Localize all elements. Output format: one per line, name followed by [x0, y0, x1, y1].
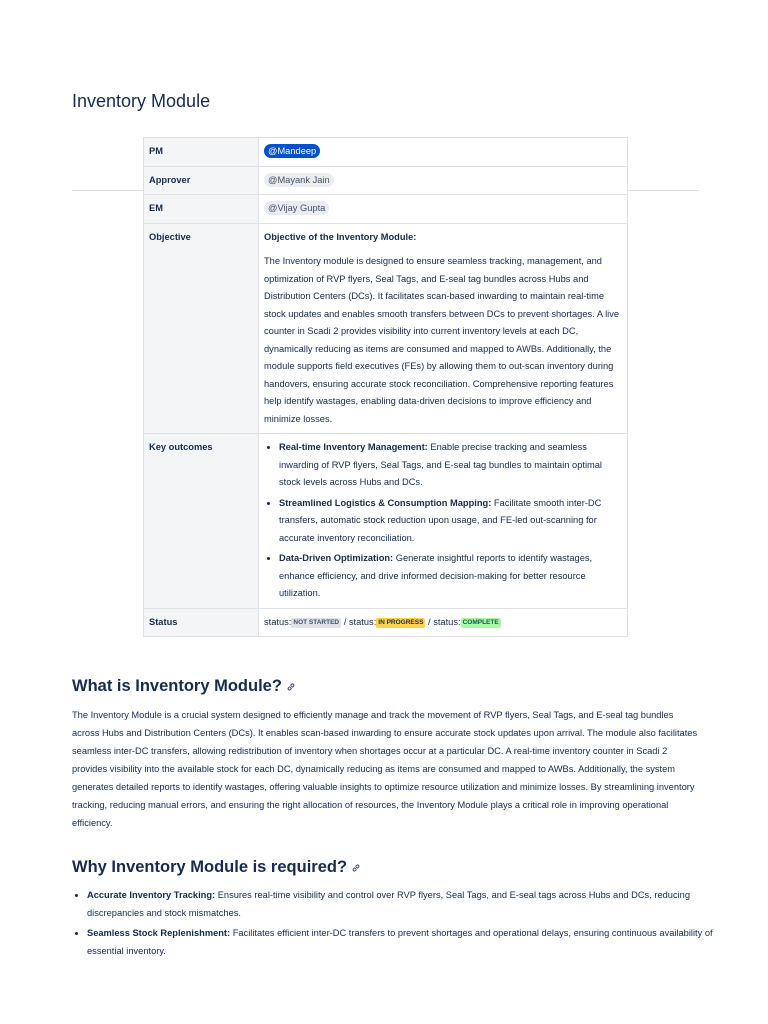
- status-badge-in-progress: IN PROGRESS: [378, 618, 424, 626]
- table-row: Status status: NOT STARTED / status: IN PROGRESS / status: COMPLETE: [144, 608, 628, 637]
- list-item: • Real-time Inventory Management: Enable precise tracking and seamless inwarding of RVP flyers, Seal Tags, and E-seal tag bundles to maintain optimal stock levels across Hubs and DCs.: [279, 439, 622, 492]
- list-item: • Data-Driven Optimization: Generate insightful reports to identify wastages, enhance efficiency, and drive informed decision-making for better resource utilization.: [279, 550, 622, 603]
- why-section-list: [72, 886, 714, 962]
- link-icon[interactable]: [351, 863, 361, 873]
- list-item: • Streamlined Logistics & Consumption Mapping: Facilitate smooth inter-DC transfers, automatic stock reduction upon usage, and FE-led out-scanning for accurate inventory reconciliation.: [279, 495, 622, 548]
- table-row: [144, 138, 628, 167]
- em-label: EM: [144, 195, 259, 224]
- page-title: Inventory Module: [72, 91, 211, 111]
- objective-heading: Objective of the Inventory Module:: [264, 231, 417, 242]
- approver-label: Approver: [144, 166, 259, 195]
- status-label: Status: [144, 608, 259, 637]
- what-section-heading: What is Inventory Module?: [72, 675, 296, 697]
- what-section-body: The Inventory Module is a crucial system designed to efficiently manage and track the movement of RVP flyers, Seal Tags, and E-seal tag bundles across Hubs and Distribution Centers (DCs). It enables scan-based inwarding to ensure accurate stock updates upon arrival. The module also facilitates seamless inter-DC transfers, allowing redistribution of inventory when shortages occur at a particular DC. A real-time inventory counter in Scadi 2 provides visibility into the available stock for each DC, dynamically reducing as items are consumed and mapped to AWBs. Additionally, the system generates detailed reports to identify wastages, offering valuable insights to optimize resource utilization and minimize losses. By streamlining inventory tracking, reducing manual errors, and ensuring the right allocation of resources, the Inventory Module plays a critical role in improving operational efficiency.: [72, 710, 698, 828]
- status-badge-not-started: NOT STARTED: [293, 618, 340, 626]
- pm-label: PM: [144, 138, 259, 167]
- table-row: [144, 195, 628, 224]
- table-row: [144, 166, 628, 195]
- key-outcomes-label: Key outcomes: [144, 434, 259, 609]
- em-mention[interactable]: @Vijay Gupta: [264, 201, 329, 215]
- table-row: [144, 223, 628, 434]
- page-properties-table: [143, 137, 628, 637]
- why-section-heading: Why Inventory Module is required?: [72, 856, 361, 878]
- pm-mention[interactable]: @Mandeep: [264, 144, 320, 158]
- objective-body: The Inventory module is designed to ensure seamless tracking, management, and optimization of RVP flyers, Seal Tags, and E-seal tag bundles across Hubs and Distribution Centers (DCs). It facilitates scan-based inwarding to maintain real-time stock updates and enables smooth transfers between DCs to prevent shortages. A live counter in Scadi 2 provides visibility into current inventory levels at each DC, dynamically reducing as items are consumed and mapped to AWBs. Additionally, the module supports field executives (FEs) by allowing them to out-scan inventory during handovers, ensuring accurate stock reconciliation. Comprehensive reporting features help identify wastages, enabling data-driven decisions to improve efficiency and minimize losses.: [264, 256, 620, 424]
- list-item: • Accurate Inventory Tracking: Ensures real-time visibility and control over RVP flyers, Seal Tags, and E-seal tags across Hubs and DCs, reducing discrepancies and stock mismatches.: [87, 886, 714, 922]
- list-item: • Seamless Stock Replenishment: Facilitates efficient inter-DC transfers to prevent shortages and operational delays, ensuring continuous availability of essential inventory.: [87, 924, 714, 960]
- key-outcomes-list: [264, 439, 622, 603]
- approver-mention[interactable]: @Mayank Jain: [264, 173, 334, 187]
- status-badge-complete: COMPLETE: [462, 618, 499, 626]
- objective-label: Objective: [144, 223, 259, 434]
- link-icon[interactable]: [286, 682, 296, 692]
- table-row: [144, 434, 628, 609]
